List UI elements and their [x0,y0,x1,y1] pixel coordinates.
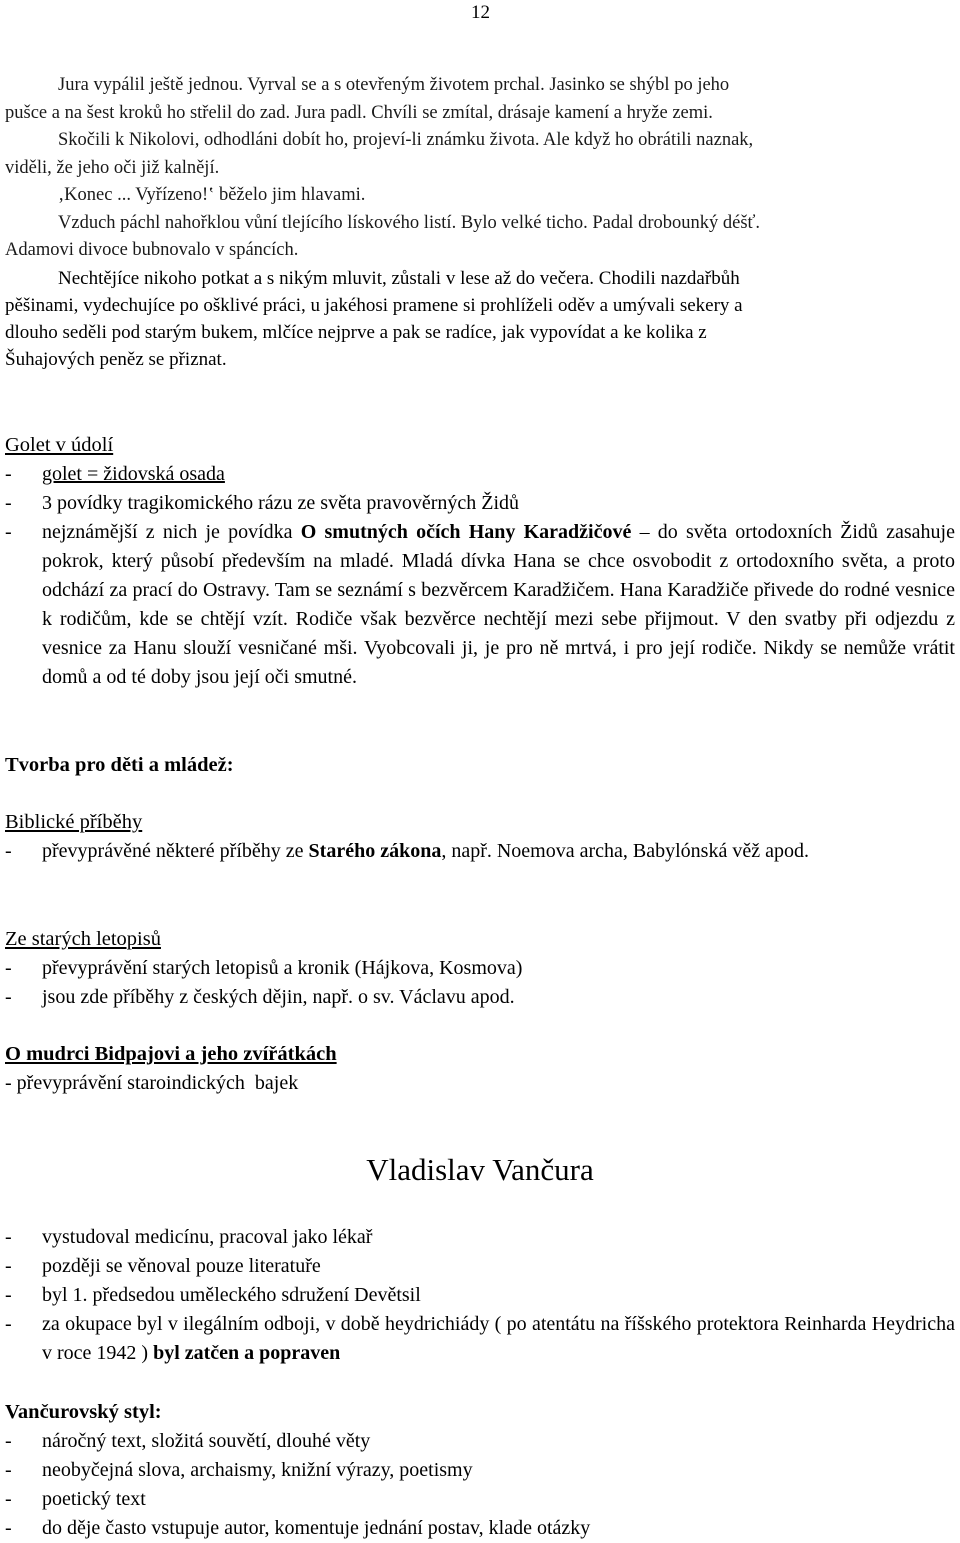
text-run: – do světa ortodoxních Židů zasahuje pokrok, který působí především na mladé. Mladá dívka Hana se chce osvobodit z ortodoxního světa, a proto odchází za prací do Ostravy. Tam se seznámí s bezvěrcem Karadžičem. Hana Karadžiče přivede do rodné vesnice k rodičům, kde se chtějí vzít. Rodiče však bezvěrce nechtějí mezi sebe přijmout. V den svatby při odjezdu z vesnice za Hanu slouží vesničané mši. Vyobcovali ji, je pro ně mrtvá, i pro její rodiče. Nikdy se nemůže vrátit domů a od té doby jsou její oči smutné. [42,521,955,688]
text-run: převyprávěné některé příběhy ze [42,840,309,862]
vancura-bio [5,1223,955,1368]
bullet-dash: - [5,957,12,979]
list-item-text: 3 povídky tragikomického rázu ze světa pravověrných Židů [42,492,520,514]
list-item [5,1514,955,1543]
list-item-text [42,1310,955,1368]
list-item [5,460,955,489]
list-item-text: náročný text, složitá souvětí, dlouhé věty [42,1430,371,1452]
list-item-text: - převyprávění staroindických bajek [5,1072,299,1094]
novel-excerpt [5,72,955,373]
bullet-dash: - [5,986,12,1008]
excerpt-line: Vzduch páchl nahořklou vůní tlejícího lískového listí. Bylo velké ticho. Padal drobounký déšť. [58,212,761,233]
chronicles-section [5,925,955,1012]
excerpt-line: Adamovi divoce bubnovalo v spáncích. [5,240,299,260]
story-title: O smutných očích Hany Karadžičové [300,521,632,543]
bullet-dash: - [5,1226,12,1248]
list-item-text [42,460,955,489]
list-item [5,1310,955,1368]
list-item [5,1427,955,1456]
list-item [5,1223,955,1252]
list-item [5,1281,955,1310]
excerpt-line: Nechtějíce nikoho potkat a s nikým mluvit, zůstali v lese až do večera. Chodili nazdařbůh [58,267,740,289]
list-item [5,489,955,518]
bullet-dash: - [5,1488,12,1510]
list-item-text: neobyčejná slova, archaismy, knižní výrazy, poetismy [42,1459,473,1481]
style-section [5,1398,955,1543]
list-item-text [42,518,955,692]
bold-term: byl zatčen a popraven [153,1342,341,1364]
list-item-text: poetický text [42,1488,146,1510]
text-run: nejznámější z nich je povídka [42,521,301,543]
bullet-dash: - [5,1313,12,1335]
list-item-text [42,837,955,866]
list-item-text: do děje často vstupuje autor, komentuje jednání postav, klade otázky [42,1517,591,1539]
bullet-dash: - [5,492,12,514]
list-item-text: později se věnoval pouze literatuře [42,1255,321,1277]
list-item-text: byl 1. předsedou uměleckého sdružení Devětsil [42,1284,421,1306]
list-item [5,518,955,692]
list-item [5,983,955,1012]
section-heading: O mudrci Bidpajovi a jeho zvířátkách [5,1043,337,1065]
excerpt-line: ‚Konec ... Vyřízeno!‛ běželo jim hlavami. [58,185,366,205]
excerpt-line: viděli, že jeho oči již kalnějí. [5,157,220,178]
bullet-dash: - [5,1459,12,1481]
excerpt-line: Šuhajových peněz se přiznat. [5,348,227,370]
text-run: za okupace byl v ilegálním odboji, v době heydrichiády ( po atentátu na říšského protektora Reinharda Heydricha v roce 1942 ) [42,1313,955,1364]
golet-section [5,431,955,692]
section-heading: Golet v údolí [5,434,114,456]
list-item-text: převyprávění starých letopisů a kronik (Hájkova, Kosmova) [42,957,523,979]
excerpt-line: dlouho seděli pod starým bukem, mlčíce nejprve a pak se radíce, jak vypovídat a ke kolika z [5,321,707,343]
bidpaj-section [5,1040,955,1098]
text-run: , např. Noemova archa, Babylónská věž apod. [441,840,809,862]
bold-term: Starého zákona [308,840,442,862]
bullet-dash: - [5,840,12,862]
bullet-dash: - [5,1255,12,1277]
author-title: Vladislav Vančura [366,1152,594,1187]
biblical-section [5,808,955,866]
bullet-dash: - [5,463,12,485]
list-item-text: vystudoval medicínu, pracoval jako lékař [42,1226,373,1248]
list-item [5,837,955,866]
bullet-dash: - [5,1517,12,1539]
bullet-dash: - [5,1284,12,1306]
bullet-dash: - [5,521,12,543]
section-heading: Ze starých letopisů [5,928,161,950]
list-item-text: jsou zde příběhy z českých dějin, např. o sv. Václavu apod. [42,986,515,1008]
list-item [5,1485,955,1514]
list-item [5,954,955,983]
excerpt-line: pušce a na šest kroků ho střelil do zad. Jura padl. Chvíli se zmítal, drásaje kamení a hryže zemi. [5,102,713,123]
list-item [5,1456,955,1485]
excerpt-line: Jura vypálil ještě jednou. Vyrval se a s otevřeným životem prchal. Jasinko se shýbl po jeho [58,75,730,95]
section-heading: Biblické příběhy [5,811,143,833]
excerpt-line: pěšinami, vydechujíce po ošklivé práci, u jakéhosi pramene si prohlíželi oděv a umývali sekery a [5,294,743,316]
underlined-text: golet = židovská osada [42,463,225,485]
list-item [5,1252,955,1281]
youth-section [5,751,955,780]
bullet-dash: - [5,1430,12,1452]
section-heading: Tvorba pro děti a mládež: [5,754,234,776]
section-heading: Vančurovský styl: [5,1401,162,1423]
excerpt-line: Skočili k Nikolovi, odhodláni dobít ho, projeví-li známku života. Ale když ho obrátili naznak, [58,130,754,150]
page-number: 12 [471,2,490,23]
